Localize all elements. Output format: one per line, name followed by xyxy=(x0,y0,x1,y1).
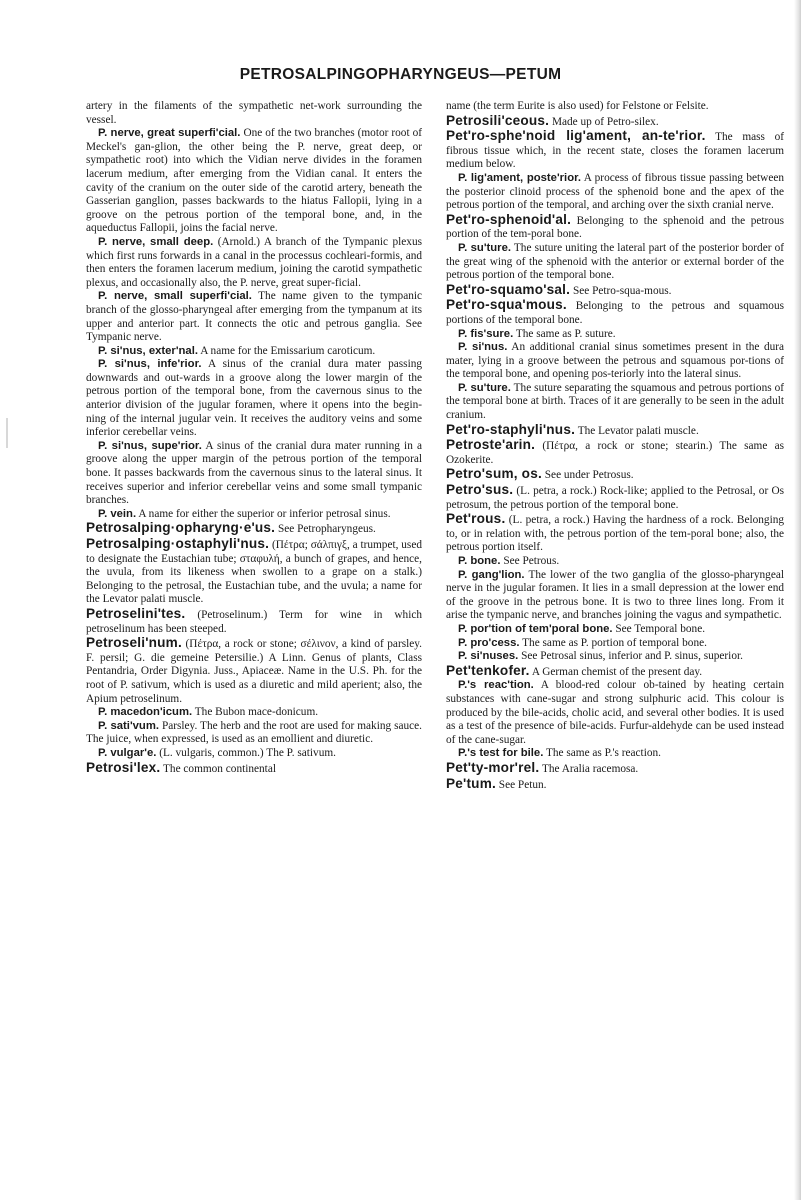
dictionary-entry xyxy=(446,382,784,423)
entry-definition: (Πέτρα, a rock or stone; σέλινον, a kind of parsley. F. persil; G. die gemeine Petersilie.) A Linn. Genus of plants, Class Pentandria, Order Digynia. Juss., Apiaceæ. Name in the U.S. Ph. for the root of P. sativum, which is used as a diuretic and mild aperient; also, the Apium petroselinum. xyxy=(86,638,422,705)
entry-headword: P. vulgar'e. xyxy=(98,746,157,759)
entry-definition: An additional cranial sinus sometimes present in the dura mater, lying in a groove between the petrous and squamous por-tions of the temporal bone, and opening pos-teriorly into the lateral sinus. xyxy=(446,341,785,381)
entry-definition: See Petun. xyxy=(498,778,547,791)
entry-definition: (L. petra, a rock.) Rock-like; applied to the Petrosal, or Os petrosum, the petrous portion of the temporal bone. xyxy=(446,485,784,511)
entry-headword: P. nerve, small superfi'cial. xyxy=(98,290,252,303)
entry-definition: A German chemist of the present day. xyxy=(531,665,703,678)
entry-definition: Belonging to the sphenoid and the petrous portion of the tem-poral bone. xyxy=(446,214,785,241)
dictionary-entry xyxy=(446,328,784,342)
page-running-header: PETROSALPINGOPHARYNGEUS—PETUM xyxy=(239,66,562,83)
entry-headword: Pet'ro-sphe'noid lig'ament, an-te'rior. xyxy=(446,128,706,144)
entry-headword: P. vein. xyxy=(98,507,137,520)
entry-definition: The common continental xyxy=(163,762,276,775)
entry-definition: The same as P.'s reaction. xyxy=(545,747,661,760)
entry-definition: The Levator palati muscle. xyxy=(577,424,699,437)
entry-definition: (L. petra, a rock.) Having the hardness of a rock. Belonging to, or in relation with, the petrous portion of the tem-poral bone; also, the petrous portion itself. xyxy=(446,514,785,554)
dictionary-entry xyxy=(446,569,784,623)
entry-definition: artery in the filaments of the sympathetic net-work surrounding the vessel. xyxy=(86,100,422,126)
dictionary-entry xyxy=(86,100,422,127)
scan-artifact xyxy=(6,418,8,448)
entry-headword: P. si'nus, exter'nal. xyxy=(98,344,198,357)
entry-definition: (Arnold.) A branch of the Tympanic plexus which first runs forwards in a canal in the processus cochleari-formis, and then enters the foramen lacerum medium, joining the carotid sympathetic plexus, and occasionally also, the P. nerve, great super-ficial. xyxy=(86,235,422,289)
dictionary-entry xyxy=(446,761,784,777)
entry-definition: Parsley. The herb and the root are used for making sauce. The juice, when expressed, is used as an emollient and diuretic. xyxy=(86,719,422,746)
dictionary-entry xyxy=(86,706,422,720)
dictionary-entry xyxy=(446,679,784,747)
dictionary-entry xyxy=(86,521,422,537)
entry-definition: A sinus of the cranial dura mater running in a groove along the upper margin of the petrous portion of the temporal bone. It passes backwards from the cavernous sinus to the lateral sinus. It receives superior and inferior cerebellar veins and some small tympanic branches. xyxy=(86,439,422,507)
entry-definition: (L. vulgaris, common.) The P. sativum. xyxy=(159,746,336,759)
dictionary-entry xyxy=(446,637,784,651)
left-column xyxy=(86,100,422,776)
entry-headword: P. pro'cess. xyxy=(458,636,520,649)
entry-definition: (Πέτρα; σάλπιγξ, a trumpet, used to designate the Eustachian tube; σταφυλή, a bunch of grapes, and hence, the uvula, from its likeness when swollen to a grape on a stalk.) Belonging to the petrosal, the Eustachian tube, and the uvula; a name for the Levator palati muscle. xyxy=(86,539,422,606)
entry-headword: P. su'ture. xyxy=(458,241,511,254)
entry-definition: (Πέτρα, a rock or stone; stearin.) The same as Ozokerite. xyxy=(446,440,784,466)
entry-headword: Pet'ro-staphyli'nus. xyxy=(446,421,576,437)
dictionary-entry xyxy=(446,114,784,130)
dictionary-entry xyxy=(86,607,422,636)
entry-headword: P. por'tion of tem'poral bone. xyxy=(458,622,613,635)
entry-definition: Belonging to the petrous and squamous portions of the temporal bone. xyxy=(446,300,784,326)
entry-definition: The Aralia racemosa. xyxy=(541,762,639,775)
entry-definition: The same as P. portion of temporal bone. xyxy=(522,636,707,649)
entry-headword: Petroseli'num. xyxy=(86,635,182,651)
dictionary-entry xyxy=(86,720,422,747)
entry-definition: The lower of the two ganglia of the glosso-pharyngeal nerve in the jugular foramen. It lies in a small depression at the lower end of the groove in the petrous bone. It is two to three lines long. From it arise the tympanic nerve, and branches joining the vagus and sympathetic. xyxy=(446,568,784,622)
dictionary-entry xyxy=(446,341,784,382)
entry-definition: A name for either the superior or inferior petrosal sinus. xyxy=(138,507,391,520)
dictionary-entry xyxy=(446,664,784,680)
entry-headword: P. lig'ament, poste'rior. xyxy=(458,171,582,184)
entry-headword: P. sati'vum. xyxy=(98,719,159,732)
dictionary-entry xyxy=(86,636,422,706)
dictionary-entry xyxy=(86,127,422,236)
dictionary-entry xyxy=(446,172,784,213)
entry-headword: Pet'ty-mor'rel. xyxy=(446,759,540,775)
entry-headword: P. bone. xyxy=(458,555,501,567)
entry-definition: A sinus of the cranial dura mater passing downwards and out-wards in a groove along the lower margin of the petrous portion of the temporal bone, from the cavernous sinus to the anterior division of the jugular foramen, where it opens into the begin-ning of the internal jugular vein. It receives the auditory veins and some inferior cerebellar veins. xyxy=(86,358,423,439)
dictionary-entry xyxy=(446,213,784,242)
entry-definition: The name given to the tympanic branch of the glosso-pharyngeal after emerging from the tympanum at its upper and anterior part. It connects the otic and petrous ganglia. See Tympanic nerve. xyxy=(86,290,423,344)
dictionary-entry xyxy=(446,623,784,637)
dictionary-entry xyxy=(446,777,784,793)
entry-definition: A name for the Emissarium caroticum. xyxy=(200,344,376,357)
dictionary-entry xyxy=(86,761,422,777)
entry-definition: See Petrosal sinus, inferior and P. sinus, superior. xyxy=(521,650,743,663)
entry-definition: See Petropharyngeus. xyxy=(277,523,376,536)
entry-definition: The same as P. suture. xyxy=(515,327,616,340)
entry-headword: P. si'nuses. xyxy=(458,650,519,663)
entry-headword: P. si'nus, supe'rior. xyxy=(98,439,202,452)
dictionary-entry xyxy=(446,438,784,467)
dictionary-entry xyxy=(86,236,422,290)
entry-headword: P. su'ture. xyxy=(458,381,511,394)
dictionary-entry xyxy=(446,100,784,114)
right-column xyxy=(446,100,784,792)
entry-headword: Petroselini'tes. xyxy=(86,605,186,621)
entry-headword: Petrosalping·ostaphyli'nus. xyxy=(86,536,270,551)
dictionary-entry xyxy=(446,242,784,283)
dictionary-entry xyxy=(446,747,784,761)
entry-headword: Pet'rous. xyxy=(446,511,506,527)
entry-headword: P. si'nus. xyxy=(458,341,508,354)
dictionary-entry xyxy=(446,467,784,483)
entry-definition: A process of fibrous tissue passing between the posterior clinoid process of the sphenoid bone and the apex of the petrous portion of the temporal, and arching over the sixth cranial nerve. xyxy=(446,171,785,212)
dictionary-entry xyxy=(446,129,784,172)
entry-headword: Pe'tum. xyxy=(446,775,496,791)
dictionary-entry xyxy=(86,747,422,761)
entry-definition: A blood-red colour ob-tained by heating certain substances with cane-sugar and strong sulphuric acid. This colour is produced by the bile-acids, cholic acid, and several other bodies. It is used as a test of the presence of bile-acids. Furfur-aldehyde can be used instead of the cane-sugar. xyxy=(446,679,784,746)
dictionary-entry xyxy=(446,512,784,555)
dictionary-entry xyxy=(446,283,784,299)
entry-definition: The suture separating the squamous and petrous portions of the temporal bone at birth. Traces of it are generally to be seen in the adult cranium. xyxy=(446,381,784,422)
entry-headword: P.'s test for bile. xyxy=(458,747,544,760)
entry-headword: Pet'ro-sphenoid'al. xyxy=(446,211,572,227)
page-edge-shadow xyxy=(794,0,801,1200)
dictionary-entry xyxy=(446,555,784,569)
entry-headword: Pet'ro-squamo'sal. xyxy=(446,281,571,297)
entry-definition: The suture uniting the lateral part of the posterior border of the great wing of the sphenoid with the anterior or external border of the petrous portion of the temporal bone. xyxy=(446,241,784,282)
dictionary-entry xyxy=(446,298,784,327)
entry-headword: Petro'sum, os. xyxy=(446,466,542,482)
entry-definition: Made up of Petro-silex. xyxy=(551,115,659,128)
entry-headword: P. nerve, small deep. xyxy=(98,235,214,248)
entry-headword: Petrosili'ceous. xyxy=(446,112,550,128)
entry-headword: Petrosi'lex. xyxy=(86,759,161,775)
dictionary-entry xyxy=(446,650,784,664)
entry-definition: See under Petrosus. xyxy=(544,469,634,482)
entry-definition: name (the term Eurite is also used) for Felstone or Felsite. xyxy=(446,100,709,112)
entry-definition: One of the two branches (motor root of Meckel's gan-glion, the other being the P. nerve, great deep, or sympathetic root) into which the Vidian nerve divides in the foramen lacerum medium, after emerging from the Vidian canal. It enters the cavity of the cranium on the outer side of the carotid artery, beneath the Gasserian ganglion, passes backwards to the hiatus Fallopii, lying in a groove on the petrous portion of the temporal bone, and, in the aqueductus Fallopii, joins the facial nerve. xyxy=(86,127,423,235)
dictionary-entry xyxy=(86,345,422,359)
entry-headword: Petro'sus. xyxy=(446,482,514,498)
entry-definition: (Petroselinum.) Term for wine in which petroselinum has been steeped. xyxy=(86,608,422,635)
dictionary-entry xyxy=(446,483,784,512)
dictionary-entry xyxy=(446,423,784,439)
dictionary-entry xyxy=(86,290,422,344)
dictionary-entry xyxy=(86,440,422,508)
entry-headword: P.'s reac'tion. xyxy=(458,679,534,692)
entry-headword: P. nerve, great superfi'cial. xyxy=(98,127,241,140)
entry-definition: See Petro-squa-mous. xyxy=(572,284,672,297)
entry-definition: The Bubon mace-donicum. xyxy=(194,706,319,719)
entry-headword: Petroste'arin. xyxy=(446,437,536,453)
entry-definition: The mass of fibrous tissue which, in the recent state, closes the foramen lacerum medium below. xyxy=(446,131,785,171)
dictionary-entry xyxy=(86,358,422,440)
entry-headword: Pet'ro-squa'mous. xyxy=(446,297,567,313)
entry-headword: Petrosalping·opharyng·e'us. xyxy=(86,520,276,536)
dictionary-entry xyxy=(86,537,422,607)
entry-headword: P. fis'sure. xyxy=(458,327,514,340)
entry-headword: P. macedon'icum. xyxy=(98,706,193,719)
entry-headword: P. si'nus, infe'rior. xyxy=(98,358,202,371)
entry-headword: P. gang'lion. xyxy=(458,568,525,581)
entry-headword: Pet'tenkofer. xyxy=(446,662,530,678)
entry-definition: See Temporal bone. xyxy=(615,622,706,635)
entry-definition: See Petrous. xyxy=(503,555,560,567)
dictionary-entry xyxy=(86,508,422,522)
